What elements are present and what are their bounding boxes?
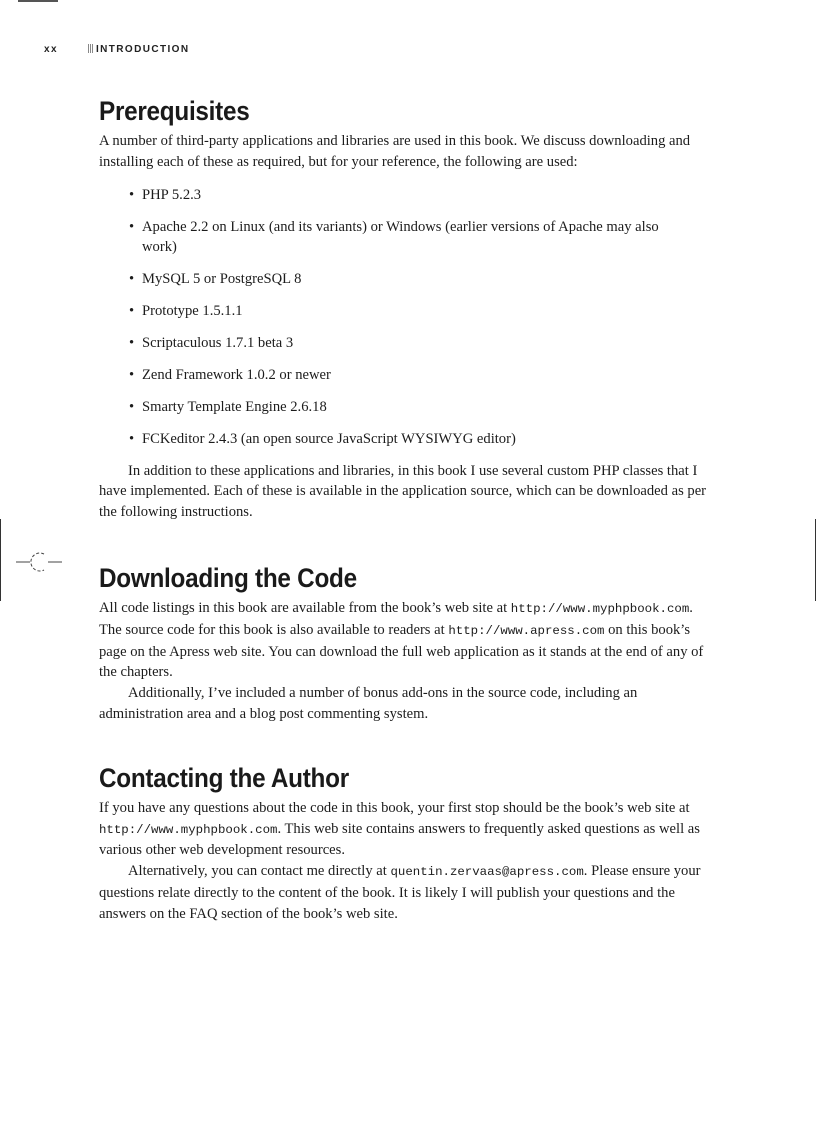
heading-downloading: Downloading the Code [99,562,357,593]
section-contacting [99,763,717,925]
text-run: . Please ensure your questions relate directly to the content of the book. It is likely I will publish your questions and the answers on the FAQ section of the book’s web site. [99,863,701,922]
contacting-paragraph-1 [99,798,717,861]
author-email[interactable]: quentin.zervaas@apress.com [390,865,584,880]
heading-contacting: Contacting the Author [99,762,349,793]
text-run: . The source code for this book is also available to readers at [99,599,693,638]
prerequisites-closing: In addition to these applications and libraries, in this book I use several custom PHP classes that I have implemented. Each of these is available in the application source, which can be downloaded as per the following instructions. [99,462,707,521]
text-run: Alternatively, you can contact me directly at [128,863,391,880]
section-downloading [99,563,717,725]
text-run: If you have any questions about the code in this book, your first stop should be the book’s web site at [99,799,690,816]
list-item: • Prototype 1.5.1.1 [129,301,717,321]
list-item: • Zend Framework 1.0.2 or newer [129,365,717,385]
section-prerequisites [99,96,717,523]
url-apress[interactable]: http://www.apress.com [448,623,605,638]
crop-mark-left [0,519,1,601]
list-item: • MySQL 5 or PostgreSQL 8 [129,269,717,289]
page-body [99,96,717,925]
heading-prerequisites: Prerequisites [99,96,250,126]
registration-mark-icon [16,550,62,574]
contacting-paragraph-2 [99,861,717,924]
header-rule-icon [88,44,94,53]
text-run: . This web site contains answers to frequently asked questions as well as various other web development resources. [99,820,700,859]
prerequisites-intro: A number of third-party applications and libraries are used in this book. We discuss downloading and installing each of these as required, but for your reference, the following are used: [99,133,691,170]
list-item: • Scriptaculous 1.7.1 beta 3 [129,333,717,353]
downloading-paragraph-2: Additionally, I’ve included a number of bonus add-ons in the source code, including an administration area and a blog post commenting system. [99,685,638,722]
text-run: All code listings in this book are available from the book’s web site at [99,599,511,616]
running-head [44,44,189,55]
list-item: • Smarty Template Engine 2.6.18 [129,397,717,417]
url-myphpbook[interactable]: http://www.myphpbook.com [510,601,690,616]
url-myphpbook[interactable]: http://www.myphpbook.com [99,822,278,837]
page-number: xx [44,44,58,55]
list-item: • Apache 2.2 on Linux (and its variants) or Windows (earlier versions of Apache may also work) [129,217,717,257]
downloading-paragraph-1 [99,598,717,683]
prerequisites-list [99,185,717,449]
running-title: INTRODUCTION [96,44,190,55]
list-item: • FCKeditor 2.4.3 (an open source JavaScript WYSIWYG editor) [129,429,717,449]
crop-mark-top [18,0,58,2]
text-run: on this book’s page on the Apress web site. You can download the full web application as it stands at the end of any of the chapters. [99,621,704,681]
list-item: • PHP 5.2.3 [129,185,717,205]
